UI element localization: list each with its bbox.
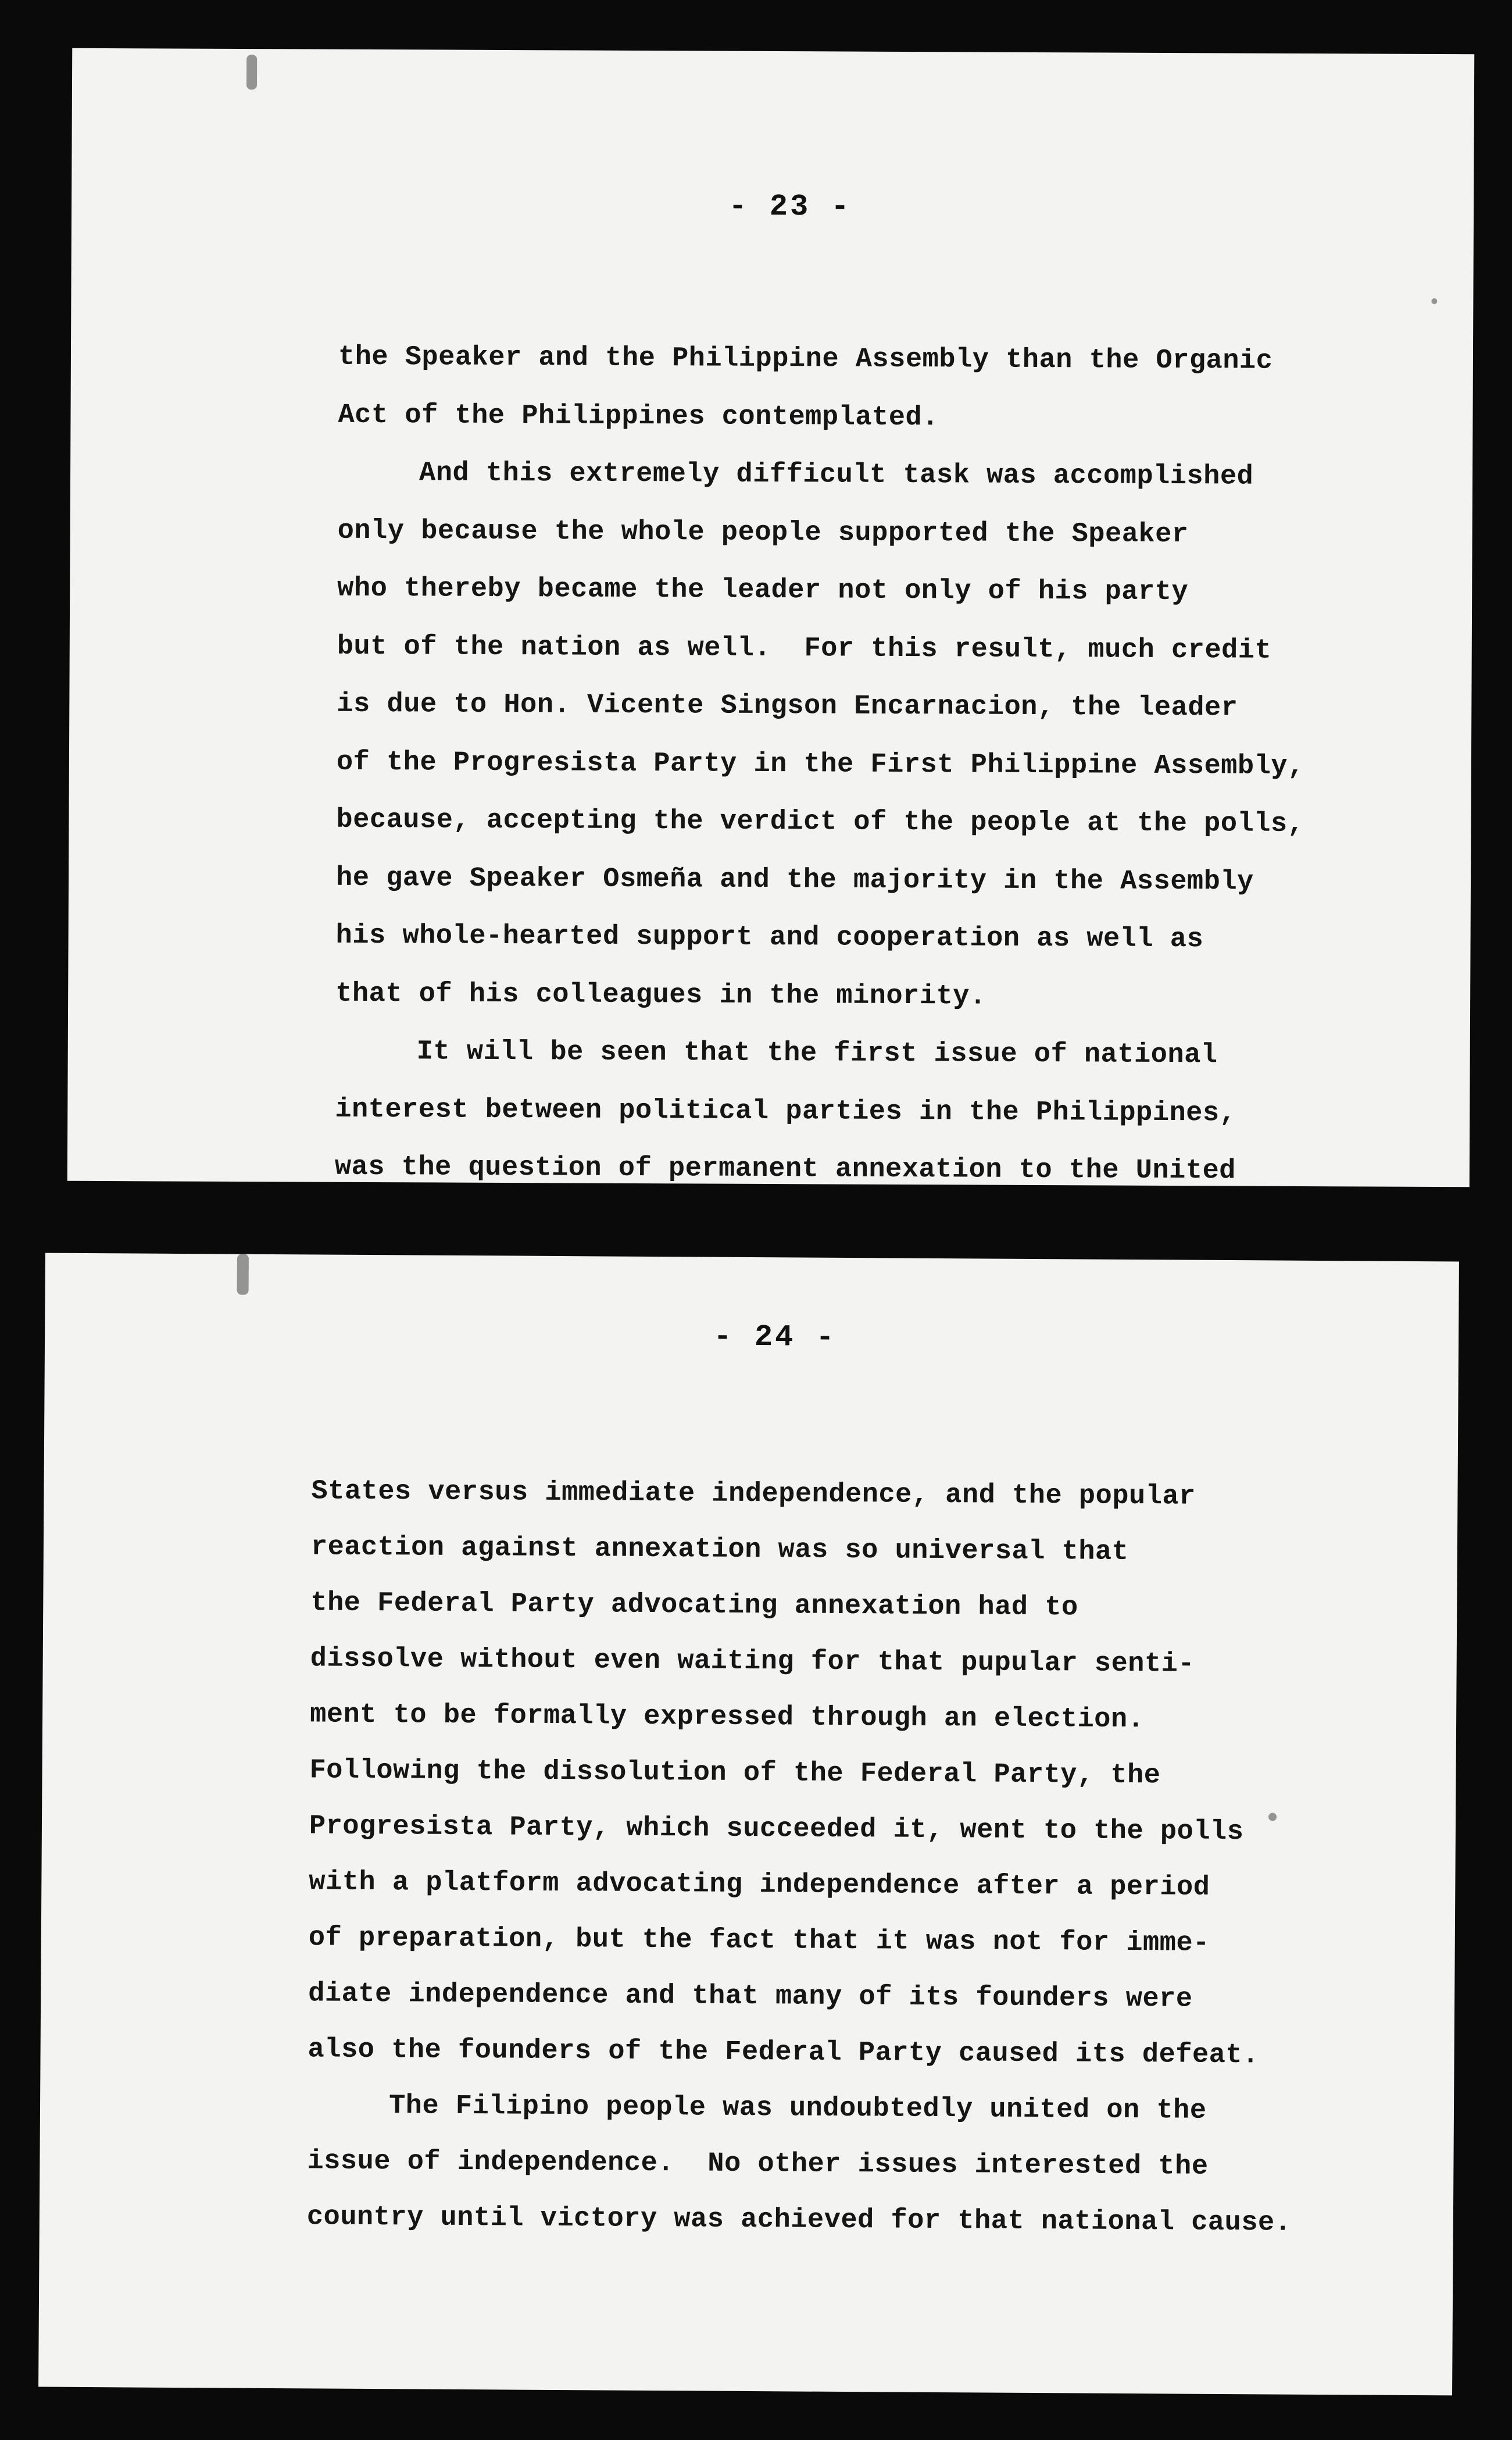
text-line: because, accepting the verdict of the people at the polls, (336, 804, 1304, 840)
text-line: It will be seen that the first issue of national (416, 1036, 1218, 1071)
text-line: he gave Speaker Osmeña and the majority in the Assembly (335, 862, 1254, 898)
paper-speck (1431, 298, 1437, 304)
text-line: the Federal Party advocating annexation had to (310, 1588, 1078, 1624)
text-line: diate independence and that many of its founders were (308, 1978, 1193, 2015)
paper-speck (1268, 1813, 1277, 1821)
text-line: of preparation, but the fact that it was not for imme- (308, 1922, 1210, 1959)
text-line: interest between political parties in the Philippines, (335, 1094, 1236, 1129)
text-line: is due to Hon. Vicente Singson Encarnacion, the leader (337, 689, 1238, 724)
text-line: only because the whole people supported the Speaker (337, 515, 1189, 550)
text-line: that of his colleagues in the minority. (335, 978, 986, 1012)
text-line: with a platform advocating independence after a period (309, 1867, 1210, 1903)
page-number: - 24 - (713, 1319, 837, 1355)
text-line: Progresista Party, which succeeded it, went to the polls (309, 1811, 1244, 1848)
text-line: of the Progresista Party in the First Philippine Assembly, (336, 747, 1304, 782)
page-number: - 23 - (728, 189, 852, 224)
text-line: issue of independence. No other issues interested the (307, 2146, 1209, 2182)
text-line: reaction against annexation was so universal that (310, 1532, 1129, 1568)
text-line: Following the dissolution of the Federal Party, the (309, 1755, 1161, 1792)
text-line: his whole-hearted support and cooperation as well as (335, 920, 1204, 955)
text-line: The Filipino people was undoubtedly united on the (388, 2091, 1207, 2127)
text-line: Act of the Philippines contemplated. (338, 399, 939, 433)
text-line: the Speaker and the Philippine Assembly than the Organic (338, 341, 1273, 377)
text-line: was the question of permanent annexation to the United (334, 1151, 1236, 1187)
page-body (307, 1464, 1296, 2251)
text-line: States versus immediate independence, and the popular (311, 1476, 1196, 1512)
text-line: country until victory was achieved for that national cause. (306, 2202, 1292, 2239)
page-body (335, 329, 1306, 1201)
text-line: And this extremely difficult task was accomplished (419, 458, 1254, 493)
text-line: ment to be formally expressed through an election. (309, 1699, 1145, 1736)
text-line: who thereby became the leader not only of his party (337, 573, 1189, 608)
document-page-24 (38, 1253, 1459, 2396)
text-line: but of the nation as well. For this result, much credit (337, 631, 1272, 666)
paper-speck (237, 1254, 249, 1295)
text-line: dissolve without even waiting for that pupular senti- (310, 1643, 1195, 1680)
paper-speck (246, 55, 257, 90)
text-line: also the founders of the Federal Party caused its defeat. (308, 2034, 1259, 2071)
document-page-23 (67, 48, 1474, 1187)
